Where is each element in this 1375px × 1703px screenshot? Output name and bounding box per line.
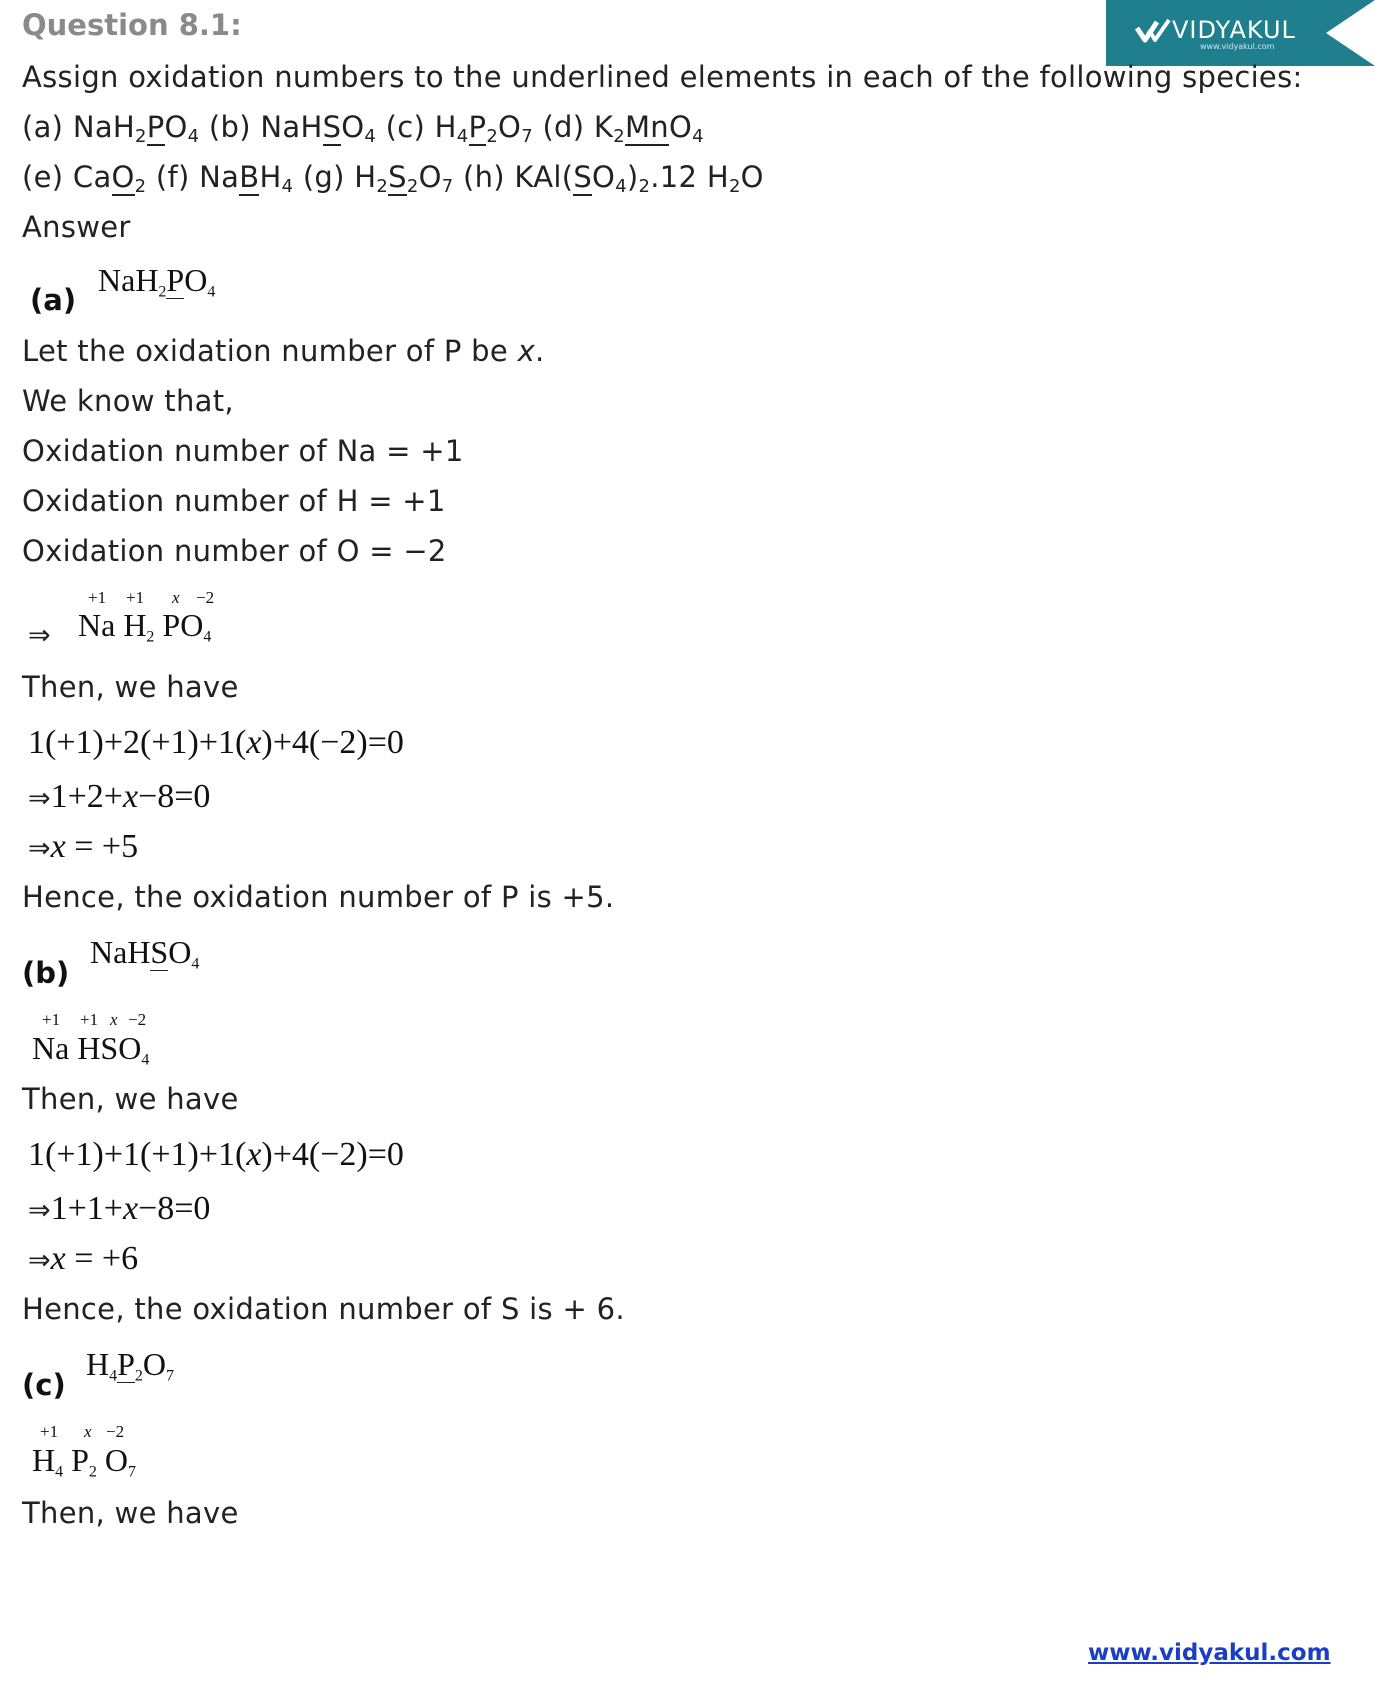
part-b-label: (b) [22,956,70,990]
part-c-formula-annotated: $H_4$ $P_2$ $O_7$ [32,1442,137,1481]
part-b-ox-na: +1 [42,1010,61,1029]
answer-label: Answer [22,210,131,244]
part-b-ox-h: +1 [80,1010,99,1029]
part-b-then: Then, we have [22,1082,239,1116]
logo-brand-text: VIDYAKUL [1172,16,1296,44]
part-a-eq2: ⇒1+2+x−8=0 [28,778,211,815]
footer-link-text[interactable]: www.vidyakul.com [1088,1640,1331,1666]
part-a-ox-na: +1 [88,588,107,607]
part-b-ox-s: x [110,1010,118,1029]
part-c-ox-p: x [84,1422,92,1441]
part-c-ox-h: +1 [40,1422,59,1441]
part-a-we-know: We know that, [22,384,234,418]
species-line-1: (a) $NaH_2PO_4$ (b) NaHSO$_4$ (c) $H_4P_2O_7$ (d) $K_2MnO_4$ [22,110,704,148]
part-b-eq2: ⇒1+1+x−8=0 [28,1190,211,1227]
vidyakul-check-icon [1135,18,1171,44]
footer-website-link[interactable] [1088,1640,1331,1666]
part-a-ox-p: x [172,588,180,607]
part-a-h: Oxidation number of H = +1 [22,484,446,518]
part-a-eq3: ⇒x = +5 [28,828,139,865]
part-b-formula: NaHSO$_4$ [90,934,200,973]
part-a-na: Oxidation number of Na = +1 [22,434,464,468]
species-line-2: (e) CaO$_2$ (f) NaBH$_4$ (g) $H_2S_2O_7$ (h) $KAl(SO_4)_2.12$ $H_2O$ [22,160,764,198]
part-c-ox-o: −2 [106,1422,125,1441]
part-b-eq1: 1(+1)+1(+1)+1(x)+4(−2)=0 [28,1136,404,1173]
part-a-hence: Hence, the oxidation number of P is +5. [22,880,615,914]
logo-url-text: www.vidyakul.com [1200,42,1275,51]
part-a-let: Let the oxidation number of P be x. [22,334,545,368]
part-b-hence: Hence, the oxidation number of S is + 6. [22,1292,625,1326]
question-prompt: Assign oxidation numbers to the underlined elements in each of the following species: [22,60,1303,94]
part-a-ox-o: −2 [196,588,215,607]
part-a-then: Then, we have [22,670,239,704]
part-b-eq3: ⇒x = +6 [28,1240,139,1277]
part-a-ox-h: +1 [126,588,145,607]
part-a-formula-annotated: Na $H_2$ $PO_4$ [78,607,212,646]
part-c-formula: $H_4P_2O_7$ [86,1346,175,1385]
part-a-formula: $NaH_2PO_4$ [98,262,216,301]
part-a-eq1: 1(+1)+2(+1)+1(x)+4(−2)=0 [28,724,404,761]
part-b-ox-o: −2 [128,1010,147,1029]
part-a-label: (a) [30,283,77,317]
question-title: Question 8.1: [22,8,242,42]
part-c-then: Then, we have [22,1496,239,1530]
part-c-label: (c) [22,1368,66,1402]
implies-arrow: ⇒ [28,620,51,651]
part-b-formula-annotated: Na $HSO_4$ [32,1030,150,1069]
part-a-o: Oxidation number of O = −2 [22,534,447,568]
